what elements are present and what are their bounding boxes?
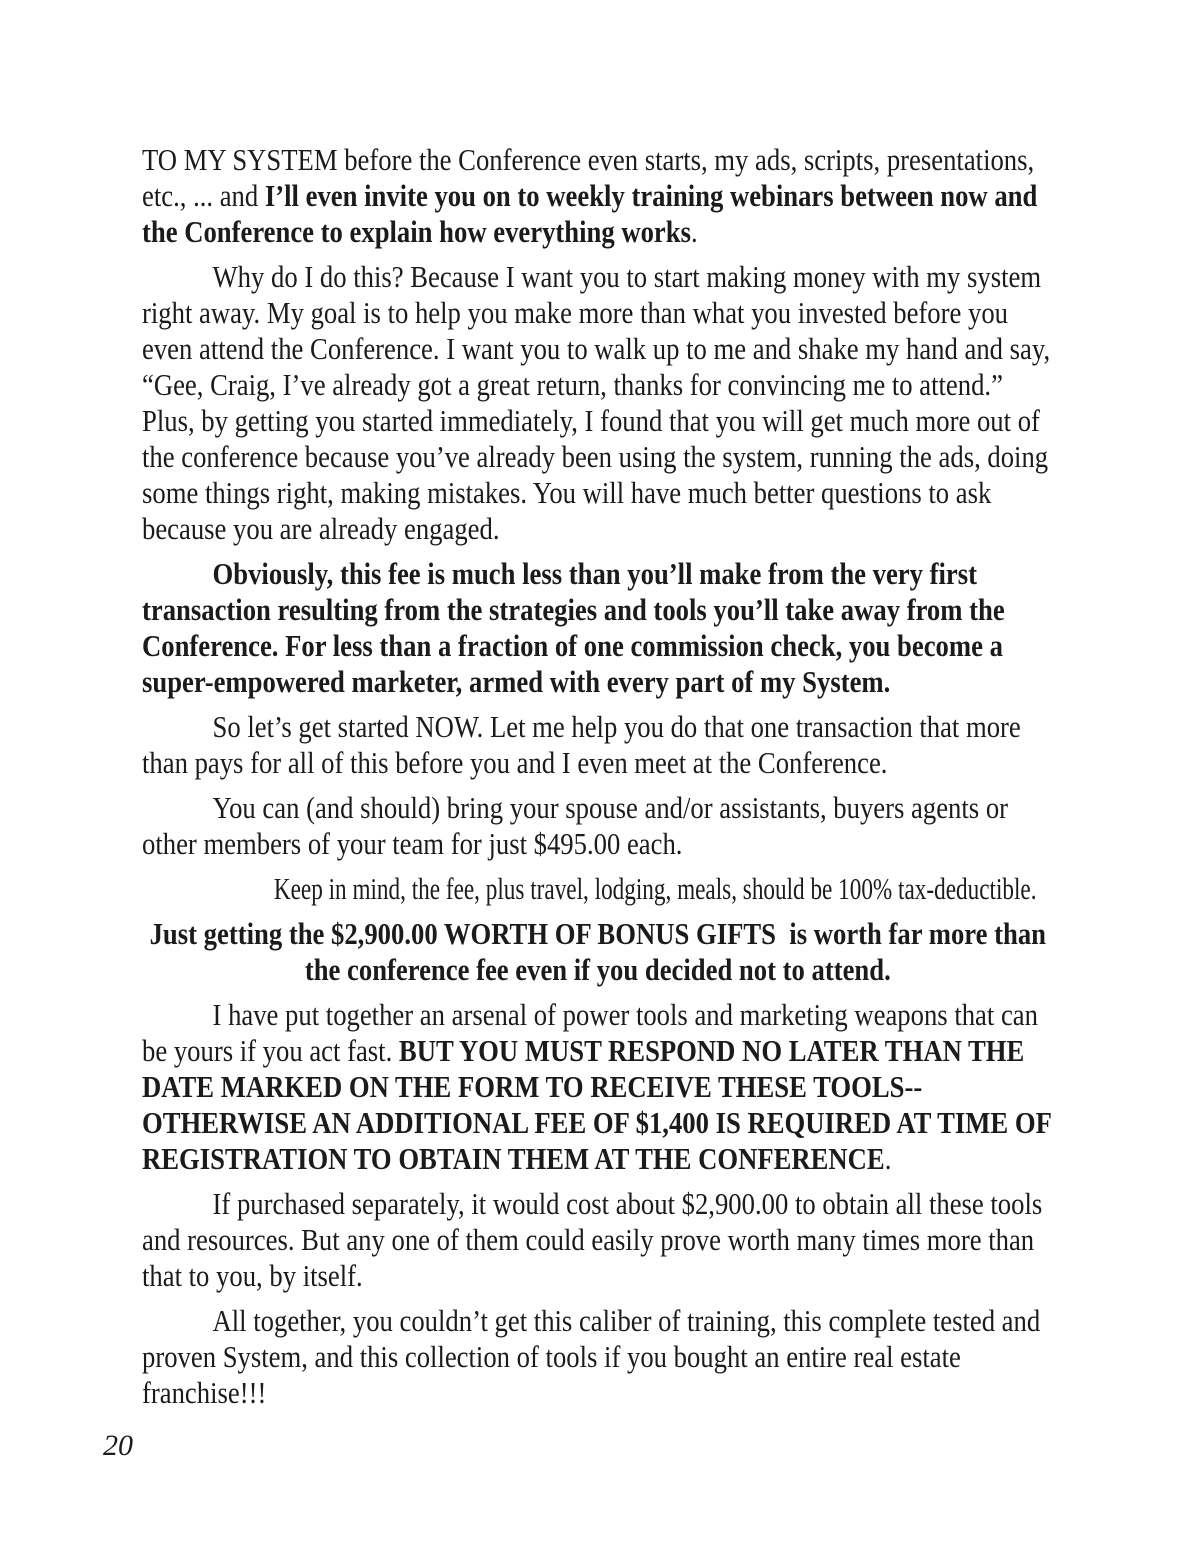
paragraph-bonus-gifts-callout — [142, 916, 1054, 988]
paragraph-system-intro — [142, 142, 1054, 250]
paragraph-text: Why do I do this? Because I want you to start making money with my system right away. My goal is to help you make more than what you invested before you even attend the Conference. I want you to walk up to me and shake my hand and say, “Gee, Craig, I’ve already got a great return, thanks for convincing me to attend.” Plus, by getting you started immediately, I found that you will get much more out of the conference because you’ve already been using the system, running the ads, doing some things right, making mistakes. You will have much better questions to ask because you are already engaged. — [142, 259, 1051, 546]
paragraph-bold-text: BUT YOU MUST RESPOND NO LATER THAN THE DATE MARKED ON THE FORM TO RECEIVE THESE TOOLS-- OTHERWISE AN ADDITIONAL FEE OF $1,400 IS REQUIRED AT TIME OF REGISTRATION TO OBTAIN THEM AT THE CONFERENCE — [142, 1033, 1051, 1176]
paragraph-text: Keep in mind, the fee, plus travel, lodging, meals, should be 100% tax-deductible. — [273, 871, 1037, 906]
paragraph-bold-text: Just getting the $2,900.00 WORTH OF BONUS GIFTS is worth far more than the conference fee even if you decided not to attend. — [149, 916, 1047, 987]
paragraph-text: So let’s get started NOW. Let me help you do that one transaction that more than pays for all of this before you and I even meet at the Conference. — [142, 709, 1021, 780]
paragraph-text: All together, you couldn’t get this caliber of training, this complete tested and proven System, and this collection of tools if you bought an entire real estate franchise!!! — [142, 1303, 1041, 1410]
paragraph-respond-deadline — [142, 997, 1054, 1177]
paragraph-text: If purchased separately, it would cost about $2,900.00 to obtain all these tools and resources. But any one of them could easily prove worth many times more than that to you, by itself. — [142, 1186, 1043, 1293]
paragraph-purchased-separately — [142, 1186, 1054, 1294]
paragraph-bold-text: Obviously, this fee is much less than you’ll make from the very first transaction resulting from the strategies and tools you’ll take away from the Conference. For less than a fraction of one commission check, you become a super-empowered marketer, armed with every part of my System. — [142, 556, 1005, 699]
paragraph-get-started-now — [142, 709, 1054, 781]
page-number: 20 — [103, 1429, 133, 1462]
paragraph-bold-text: I’ll even invite you on to weekly training webinars between now and the Conference to explain how everything works — [142, 178, 1038, 249]
paragraph-bring-your-team — [142, 790, 1054, 862]
paragraph-caliber-of-training — [142, 1303, 1054, 1411]
paragraph-text: I have put together an arsenal of power tools and marketing weapons that can be yours if you act fast. — [142, 997, 1038, 1068]
paragraph-text: TO MY SYSTEM before the Conference even starts, my ads, scripts, presentations, etc., ... and — [142, 142, 1035, 213]
paragraph-tax-deductible — [142, 871, 1054, 907]
page-text-block — [142, 142, 1054, 1420]
paragraph-text: You can (and should) bring your spouse and/or assistants, buyers agents or other members of your team for just $495.00 each. — [142, 790, 1009, 861]
condensed-line — [213, 871, 1037, 907]
paragraph-text: . — [884, 1141, 892, 1176]
paragraph-text: . — [690, 214, 698, 249]
paragraph-fee-value-bold — [142, 556, 1054, 700]
paragraph-why-do-i-do-this — [142, 259, 1054, 547]
